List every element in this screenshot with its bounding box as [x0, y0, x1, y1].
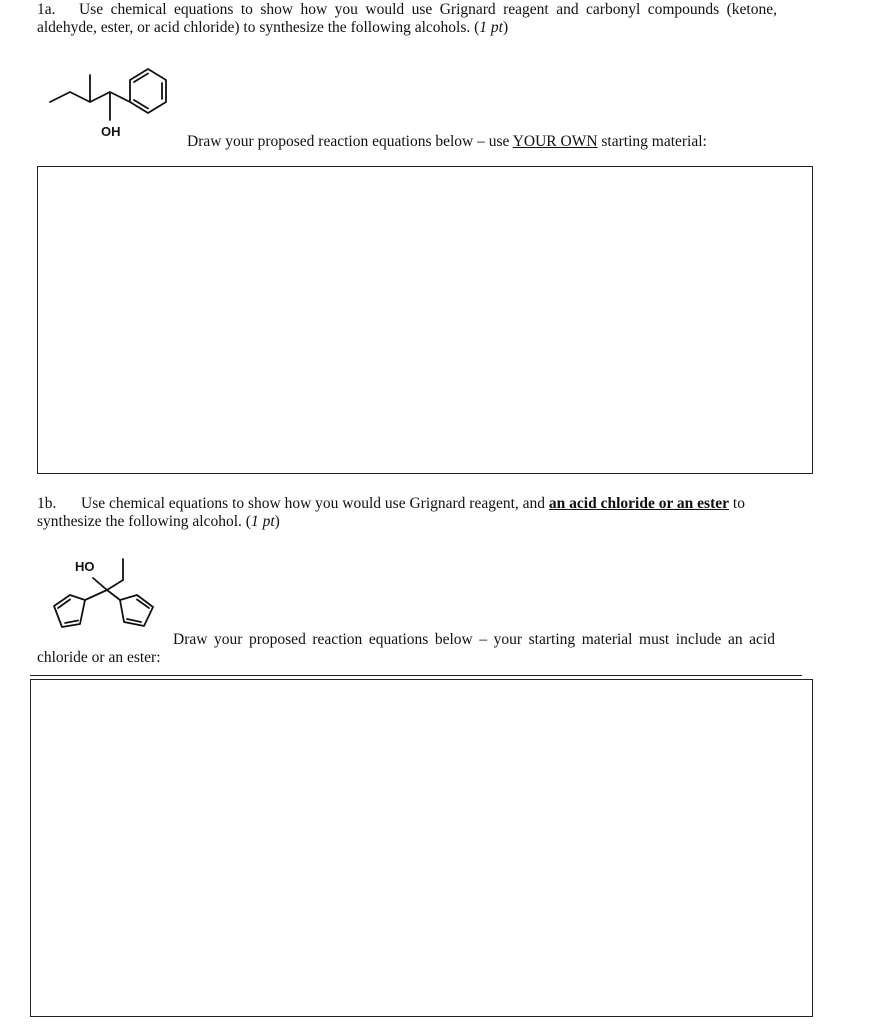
instruction-1a-emphasis: YOUR OWN — [512, 133, 598, 150]
question-1b-text-mid: to synthesize the following alcohol. ( — [37, 495, 745, 530]
molecule-1b-structure — [40, 550, 170, 640]
question-1b-instruction — [37, 631, 775, 667]
answer-box-1a[interactable] — [37, 166, 813, 474]
divider-line — [30, 675, 802, 676]
question-1a-instruction — [187, 133, 787, 151]
instruction-1b-text: Draw your proposed reaction equations below – your starting material must include an acid chloride or an ester: — [37, 631, 775, 666]
answer-box-1b[interactable] — [30, 679, 813, 1017]
question-1b-text-end: ) — [274, 513, 280, 530]
question-1b-number: 1b. — [37, 495, 57, 512]
instruction-1a-text-end: starting material: — [597, 133, 707, 150]
molecule-1b-ho-label: HO — [75, 559, 95, 574]
molecule-1a-oh-label: OH — [101, 124, 121, 139]
question-1a-text: Use chemical equations to show how you would use Grignard reagent and carbonyl compounds (ketone, aldehyde, ester, or acid chloride) to synthesize the following alcohols. ( — [37, 1, 777, 36]
question-1a-prompt — [37, 1, 777, 37]
question-1a-number: 1a. — [37, 1, 56, 18]
question-1b-emphasis: an acid chloride or an ester — [548, 495, 730, 512]
molecule-1a-structure — [40, 58, 180, 148]
question-1b-prompt — [37, 495, 777, 531]
question-1b-text: Use chemical equations to show how you would use Grignard reagent, and — [81, 495, 549, 512]
instruction-1a-text: Draw your proposed reaction equations below – use — [187, 133, 513, 150]
question-1a-text-end: ) — [502, 19, 509, 36]
question-1a-points: 1 pt — [479, 19, 503, 36]
question-1b-points: 1 pt — [250, 513, 275, 530]
